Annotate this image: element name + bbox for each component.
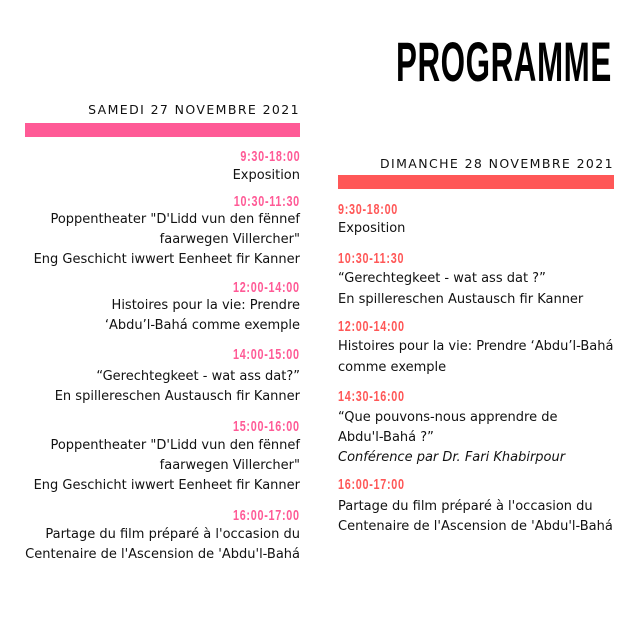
event-time: 12:00-14:00 [338,318,405,335]
event-description: Exposition [338,221,406,236]
event-description: Poppentheater "D'Lidd vun den fënnef [50,438,300,453]
event-description: “Gerechtegkeet - wat ass dat ?” [338,271,546,286]
event-description: comme exemple [338,360,447,375]
event-description: “Gerechtegkeet - wat ass dat?” [96,369,300,384]
event-description: faarwegen Villercher" [159,232,300,247]
event-description: Centenaire de l'Ascension de 'Abdu'l-Bahá [25,547,300,562]
event-description: Eng Geschicht iwwert Eenheet fir Kanner [33,252,300,267]
event-description: faarwegen Villercher" [159,458,300,473]
event-description: En spillereschen Austausch fir Kanner [54,389,300,404]
event-time: 9:30-18:00 [338,201,399,218]
event-description: Histoires pour la vie: Prendre [111,298,300,313]
event-time: 12:00-14:00 [233,279,300,296]
event-description: Abdu'l-Bahá ?” [338,430,434,445]
event-description: Centenaire de l'Ascension de 'Abdu'l-Bahá [338,519,613,534]
event-time: 10:30-11:30 [338,250,405,267]
saturday-date-heading: SAMEDI 27 NOVEMBRE 2021 [88,102,300,117]
event-time: 10:30-11:30 [233,193,300,210]
event-description: Poppentheater "D'Lidd vun den fënnef [50,212,300,227]
event-description: Histoires pour la vie: Prendre ‘Abdu’l-Bahá [338,339,614,354]
sunday-date-heading: DIMANCHE 28 NOVEMBRE 2021 [379,156,614,171]
event-time: 16:00-17:00 [233,507,300,524]
event-description: ‘Abdu’l-Bahá comme exemple [104,318,300,333]
event-description: Partage du film préparé à l'occasion du [338,499,593,514]
event-time: 16:00-17:00 [338,476,405,493]
event-description: En spillereschen Austausch fir Kanner [338,292,584,307]
event-time: 9:30-18:00 [239,148,300,165]
event-speaker: Conférence par Dr. Fari Khabirpour [338,450,566,465]
event-description: “Que pouvons-nous apprendre de [338,410,558,425]
event-time: 14:00-15:00 [233,346,300,363]
event-description: Partage du film préparé à l'occasion du [45,527,300,542]
event-time: 14:30-16:00 [338,388,405,405]
event-description: Eng Geschicht iwwert Eenheet fir Kanner [33,478,300,493]
event-description: Exposition [232,168,300,183]
event-time: 15:00-16:00 [233,418,300,435]
page-title: PROGRAMME [396,30,612,93]
